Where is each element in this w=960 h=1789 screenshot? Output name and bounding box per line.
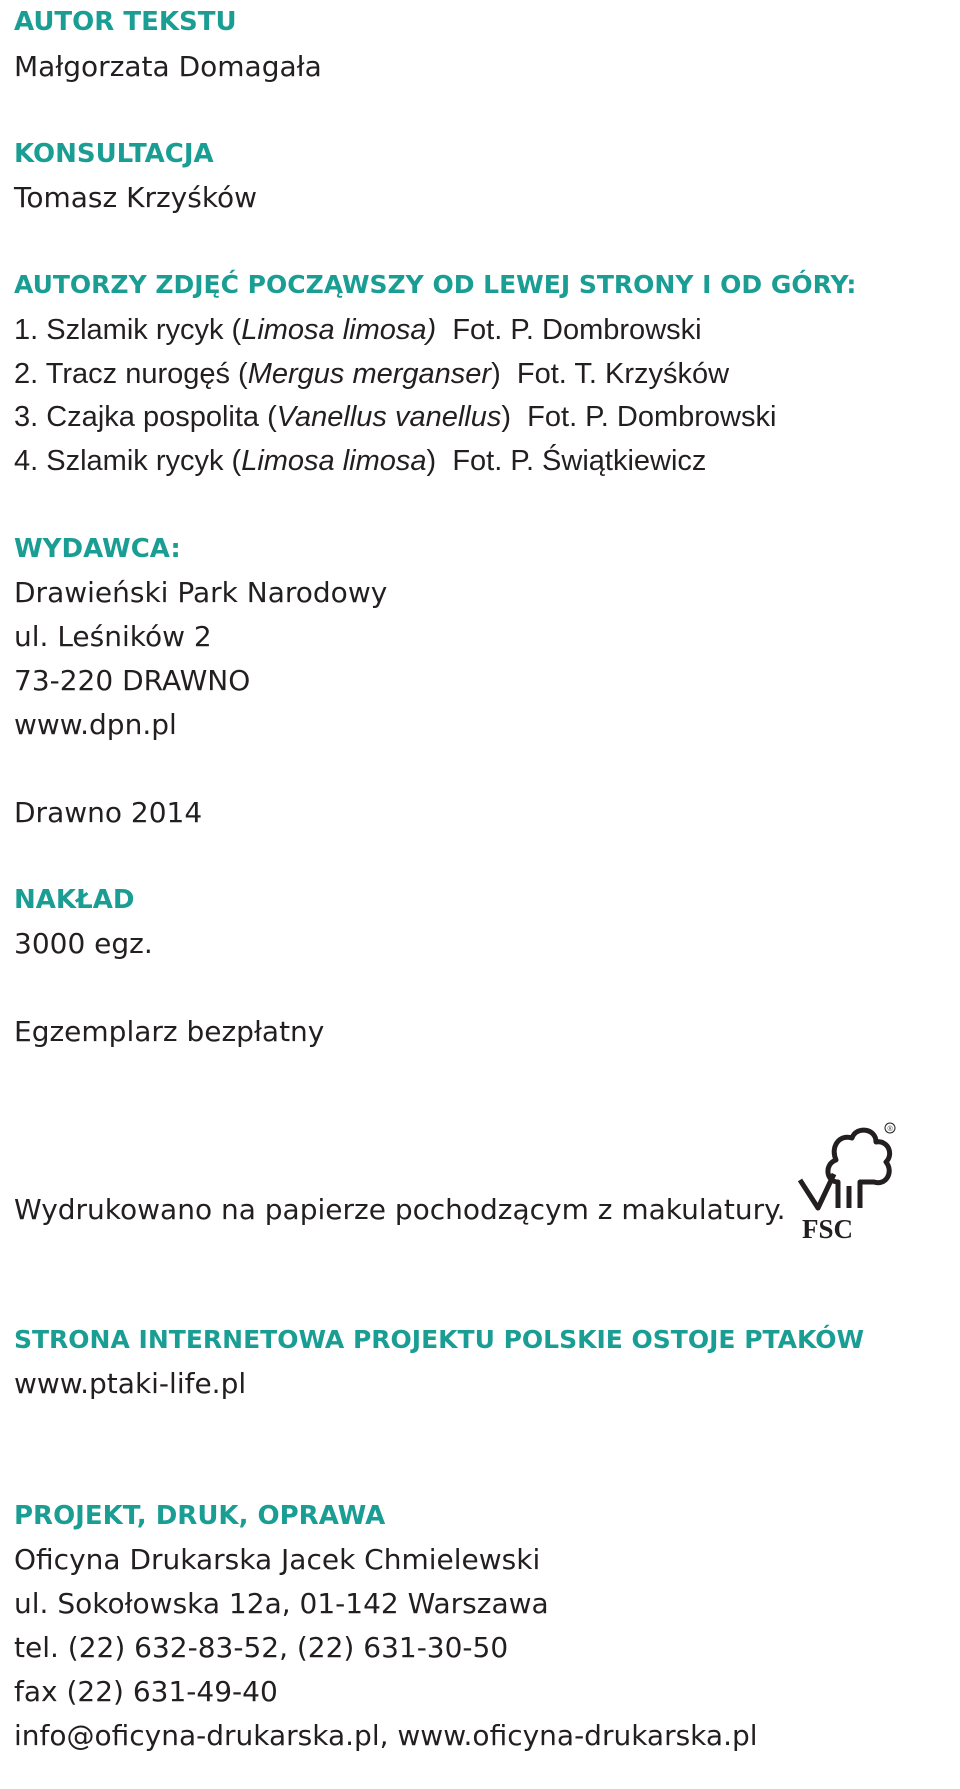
- photo-credit-2: 2. Tracz nurogęś (Mergus merganser) Fot. T. Krzyśków: [14, 358, 730, 390]
- photo-credit-3: 3. Czajka pospolita (Vanellus vanellus) Fot. P. Dombrowski: [14, 401, 777, 433]
- printer-name: Oficyna Drukarska Jacek Chmielewski: [14, 1543, 541, 1576]
- project-website-url[interactable]: www.ptaki-life.pl: [14, 1367, 247, 1400]
- fsc-logo: [798, 1122, 898, 1244]
- author-heading: AUTOR TEKSTU: [14, 7, 237, 37]
- publisher-city: 73-220 DRAWNO: [14, 664, 251, 697]
- publisher-name: Drawieński Park Narodowy: [14, 576, 388, 609]
- fsc-label: FSC: [802, 1214, 854, 1244]
- consultation-heading: KONSULTACJA: [14, 139, 214, 169]
- circulation-heading: NAKŁAD: [14, 885, 135, 915]
- photo-credit-1: 1. Szlamik rycyk (Limosa limosa) Fot. P. Dombrowski: [14, 314, 702, 346]
- photo-credit-4: 4. Szlamik rycyk (Limosa limosa) Fot. P. Świątkiewicz: [14, 445, 707, 477]
- place-year: Drawno 2014: [14, 796, 203, 829]
- printer-phone: tel. (22) 632-83-52, (22) 631-30-50: [14, 1631, 509, 1664]
- consultation-name: Tomasz Krzyśków: [14, 181, 258, 214]
- printer-heading: PROJEKT, DRUK, OPRAWA: [14, 1501, 386, 1531]
- publisher-website[interactable]: www.dpn.pl: [14, 708, 177, 741]
- publisher-street: ul. Leśników 2: [14, 620, 212, 653]
- printer-address: ul. Sokołowska 12a, 01-142 Warszawa: [14, 1587, 549, 1620]
- photos-heading: AUTORZY ZDJĘĆ POCZĄWSZY OD LEWEJ STRONY I OD GÓRY:: [14, 270, 857, 299]
- fsc-registered-mark: ®: [887, 1126, 893, 1133]
- recycled-paper-note: Wydrukowano na papierze pochodzącym z makulatury.: [14, 1193, 786, 1226]
- circulation-value: 3000 egz.: [14, 927, 153, 960]
- printer-contact[interactable]: info@oficyna-drukarska.pl, www.oficyna-drukarska.pl: [14, 1719, 758, 1752]
- author-name: Małgorzata Domagała: [14, 50, 322, 83]
- printer-fax: fax (22) 631-49-40: [14, 1675, 278, 1708]
- fsc-tree-logo-icon: [798, 1122, 898, 1244]
- publisher-heading: WYDAWCA:: [14, 534, 181, 564]
- project-website-heading: STRONA INTERNETOWA PROJEKTU POLSKIE OSTOJE PTAKÓW: [14, 1325, 865, 1354]
- free-copy-note: Egzemplarz bezpłatny: [14, 1015, 325, 1048]
